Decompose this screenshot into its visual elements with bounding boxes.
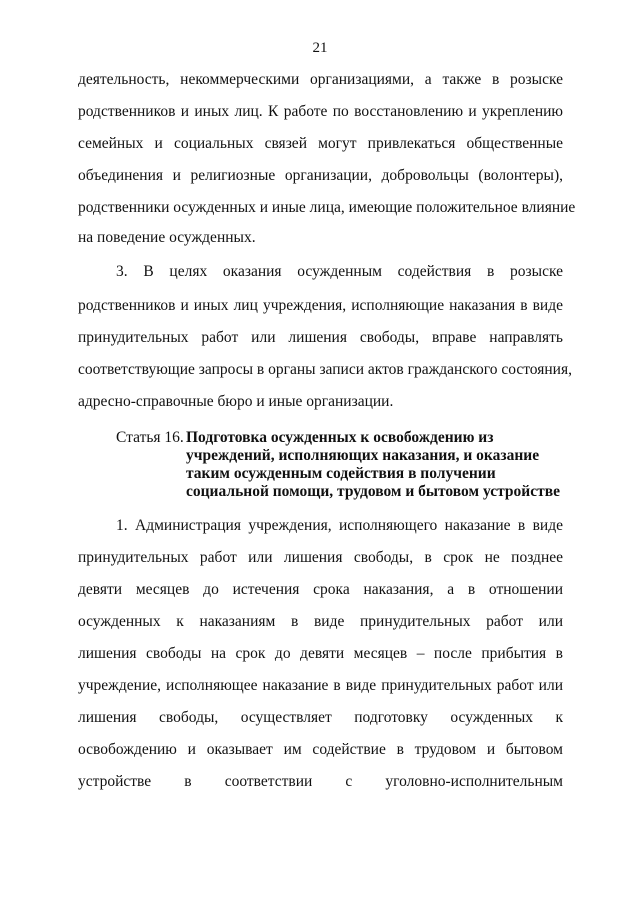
text-line: осужденных к наказаниям в виде принудительных работ или — [78, 613, 563, 630]
text-line: 3. В целях оказания осужденным содействия в розыске — [116, 263, 563, 280]
text-line: родственников и иных лиц учреждения, исполняющие наказания в виде — [78, 297, 563, 314]
text-line: лишения свободы, осуществляет подготовку осужденных к — [78, 709, 563, 726]
page-number: 21 — [312, 40, 328, 56]
text-line: родственники осужденных и иные лица, имеющие положительное влияние — [78, 199, 576, 216]
text-line: устройстве в соответствии с уголовно-исполнительным — [78, 773, 563, 790]
text-line: родственников и иных лиц. К работе по восстановлению и укреплению — [78, 103, 563, 120]
text-line: деятельность, некоммерческими организациями, а также в розыске — [78, 71, 563, 88]
text-line: семейных и социальных связей могут привлекаться общественные — [78, 135, 563, 152]
text-line: принудительных работ или лишения свободы, вправе направлять — [78, 329, 563, 346]
text-line: учреждение, исполняющее наказание в виде принудительных работ или — [78, 677, 563, 694]
article-label: Статья 16. — [116, 429, 184, 446]
article-title-line: Подготовка осужденных к освобождению из — [186, 429, 494, 446]
text-line: соответствующие запросы в органы записи актов гражданского состояния, — [78, 361, 572, 378]
article-title-line: учреждений, исполняющих наказания, и оказание — [186, 447, 540, 464]
text-line: освобождению и оказывает им содействие в трудовом и бытовом — [78, 741, 563, 758]
text-line: адресно-справочные бюро и иные организации. — [78, 393, 394, 410]
text-line: принудительных работ или лишения свободы, в срок не позднее — [78, 549, 563, 566]
article-title-line: социальной помощи, трудовом и бытовом устройстве — [186, 483, 560, 500]
article-title-line: таким осужденным содействия в получении — [186, 465, 496, 482]
text-line: на поведение осужденных. — [78, 229, 256, 246]
text-line: 1. Администрация учреждения, исполняющего наказание в виде — [116, 517, 563, 534]
text-line: лишения свободы на срок до девяти месяцев – после прибытия в — [78, 645, 563, 662]
text-line: объединения и религиозные организации, добровольцы (волонтеры), — [78, 167, 563, 184]
text-line: девяти месяцев до истечения срока наказания, а в отношении — [78, 581, 563, 598]
